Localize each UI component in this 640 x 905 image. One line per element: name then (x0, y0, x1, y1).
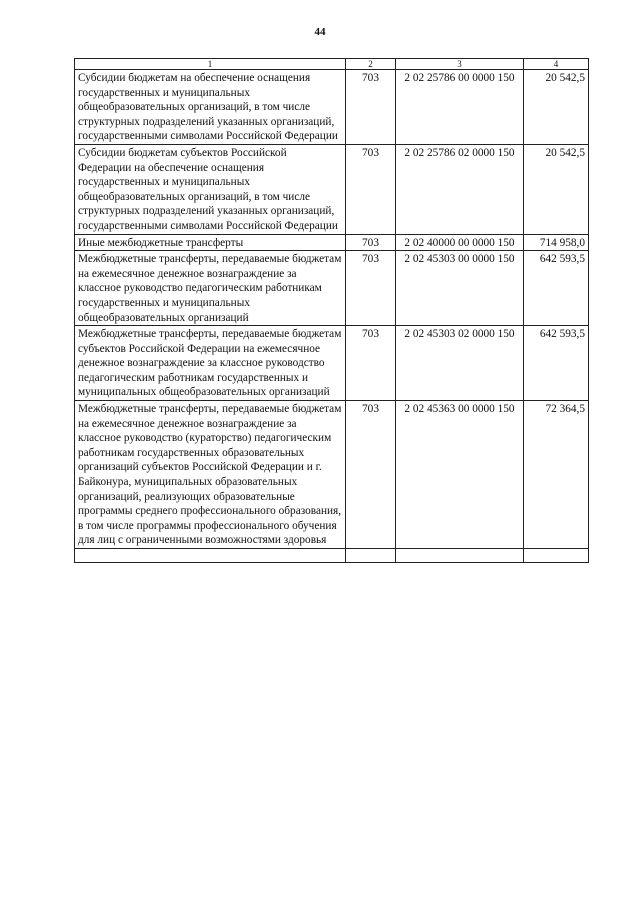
row-code: 703 (346, 326, 396, 401)
row-name: Субсидии бюджетам на обеспечение оснащения государственных и муниципальных общеобразовательных организаций, в том числе структурных подразделений указанных организаций, государственными символами Российской Федерации (75, 70, 346, 145)
row-amount: 20 542,5 (524, 70, 589, 145)
row-name: Иные межбюджетные трансферты (75, 234, 346, 251)
table-row (75, 326, 589, 401)
row-classification: 2 02 45363 00 0000 150 (396, 401, 524, 549)
row-code: 703 (346, 251, 396, 326)
row-classification: 2 02 25786 00 0000 150 (396, 70, 524, 145)
row-code: 703 (346, 234, 396, 251)
row-name: Субсидии бюджетам субъектов Российской Федерации на обеспечение оснащения государственных и муниципальных общеобразовательных организаций, в том числе структурных подразделений указанных организаций, государственными символами Российской Федерации (75, 144, 346, 234)
blank-cell (346, 549, 396, 563)
table-row (75, 144, 589, 234)
table-row (75, 234, 589, 251)
row-name: Межбюджетные трансферты, передаваемые бюджетам на ежемесячное денежное вознаграждение за классное руководство (кураторство) педагогическим работникам государственных образовательных организаций субъектов Российской Федерации и г. Байконура, муниципальных образовательных организаций, реализующих образовательные программы среднего профессионального образования, в том числе программы профессионального обучения для лиц с ограниченными возможностями здоровья (75, 401, 346, 549)
budget-table (74, 58, 589, 563)
row-code: 703 (346, 401, 396, 549)
row-name: Межбюджетные трансферты, передаваемые бюджетам на ежемесячное денежное вознаграждение за классное руководство педагогическим работникам государственных и муниципальных общеобразовательных организаций (75, 251, 346, 326)
row-amount: 714 958,0 (524, 234, 589, 251)
table-row (75, 251, 589, 326)
row-classification: 2 02 25786 02 0000 150 (396, 144, 524, 234)
row-amount: 642 593,5 (524, 326, 589, 401)
header-col-3: 3 (396, 59, 524, 70)
header-col-4: 4 (524, 59, 589, 70)
row-name: Межбюджетные трансферты, передаваемые бюджетам субъектов Российской Федерации на ежемесячное денежное вознаграждение за классное руководство педагогическим работникам государственных и муниципальных общеобразовательных организаций (75, 326, 346, 401)
row-classification: 2 02 45303 00 0000 150 (396, 251, 524, 326)
table-row (75, 70, 589, 145)
blank-cell (75, 549, 346, 563)
row-amount: 642 593,5 (524, 251, 589, 326)
page-number: 44 (314, 26, 326, 38)
row-classification: 2 02 40000 00 0000 150 (396, 234, 524, 251)
row-classification: 2 02 45303 02 0000 150 (396, 326, 524, 401)
row-code: 703 (346, 144, 396, 234)
table-header-row (75, 59, 589, 70)
row-code: 703 (346, 70, 396, 145)
blank-cell (524, 549, 589, 563)
header-col-1: 1 (75, 59, 346, 70)
row-amount: 20 542,5 (524, 144, 589, 234)
row-amount: 72 364,5 (524, 401, 589, 549)
table-blank-row (75, 549, 589, 563)
blank-cell (396, 549, 524, 563)
table-row (75, 401, 589, 549)
header-col-2: 2 (346, 59, 396, 70)
